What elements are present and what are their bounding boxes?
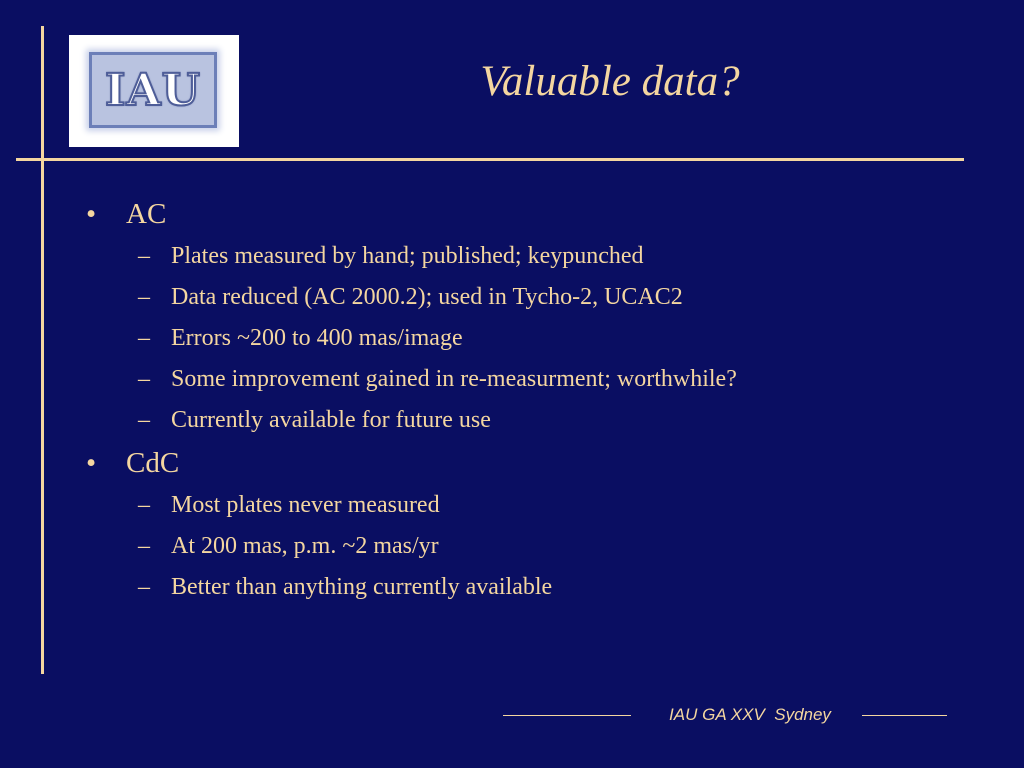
dash-icon: – xyxy=(138,407,150,433)
iau-logo-text: IAU xyxy=(104,64,202,116)
bullet-heading-text: AC xyxy=(126,198,167,230)
sub-bullet-text: Some improvement gained in re-measurment; worthwhile? xyxy=(171,366,737,392)
bullet-heading xyxy=(86,195,966,233)
bullet-heading-text: CdC xyxy=(126,447,180,479)
sub-bullet-text: Currently available for future use xyxy=(171,407,491,433)
sub-bullet xyxy=(86,400,966,441)
bullet-icon: • xyxy=(86,447,97,479)
sub-bullet xyxy=(86,277,966,318)
sub-bullet xyxy=(86,318,966,359)
section-ac xyxy=(86,195,966,441)
sub-bullet-text: Errors ~200 to 400 mas/image xyxy=(171,325,463,351)
dash-icon: – xyxy=(138,284,150,310)
sub-bullet xyxy=(86,567,966,608)
dash-icon: – xyxy=(138,243,150,269)
dash-icon: – xyxy=(138,492,150,518)
sub-bullet xyxy=(86,359,966,400)
footer-left-rule xyxy=(503,715,631,716)
sub-bullet-text: At 200 mas, p.m. ~2 mas/yr xyxy=(171,533,439,559)
footer-text: IAU GA XXV Sydney xyxy=(669,705,831,724)
slide-content xyxy=(86,195,966,608)
iau-logo-plate xyxy=(89,52,217,128)
sub-bullet-text: Better than anything currently available xyxy=(171,574,553,600)
sub-bullet xyxy=(86,485,966,526)
sub-bullet-list xyxy=(86,236,966,441)
section-cdc xyxy=(86,444,966,608)
horizontal-accent-line xyxy=(16,158,964,161)
dash-icon: – xyxy=(138,533,150,559)
bullet-icon: • xyxy=(86,198,97,230)
sub-bullet-list xyxy=(86,485,966,608)
sub-bullet xyxy=(86,236,966,277)
sub-bullet-text: Plates measured by hand; published; keypunched xyxy=(171,243,644,269)
sub-bullet-text: Data reduced (AC 2000.2); used in Tycho-2, UCAC2 xyxy=(171,284,683,310)
vertical-accent-line xyxy=(41,26,44,674)
dash-icon: – xyxy=(138,366,150,392)
iau-logo xyxy=(69,35,239,147)
bullet-heading xyxy=(86,444,966,482)
footer-right-rule xyxy=(862,715,947,716)
sub-bullet xyxy=(86,526,966,567)
dash-icon: – xyxy=(138,325,150,351)
slide-title: Valuable data? xyxy=(480,58,740,105)
sub-bullet-text: Most plates never measured xyxy=(171,492,440,518)
dash-icon: – xyxy=(138,574,150,600)
